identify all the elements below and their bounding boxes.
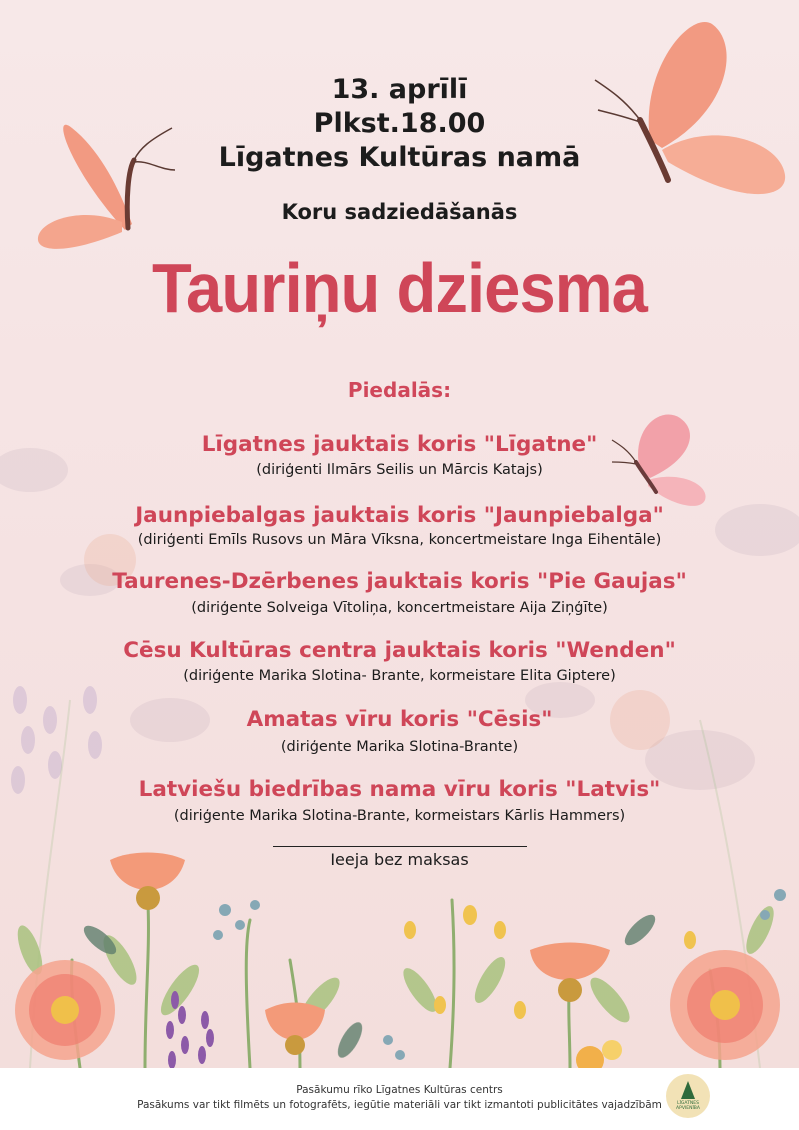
choir-detail: (diriģenti Emīls Rusovs un Māra Vīksna, koncertmeistare Inga Eihentāle) <box>137 532 662 548</box>
choir-detail: (diriģente Marika Slotina- Brante, kormeistare Elita Giptere) <box>183 668 616 684</box>
event-title: Tauriņu dziesma <box>152 249 647 327</box>
participates-label: Piedalās: <box>347 378 452 402</box>
event-date: 13. aprīlī <box>331 74 468 105</box>
choir-detail: (diriģente Marika Slotina-Brante) <box>280 739 519 755</box>
choir-name: Amatas vīru koris "Cēsis" <box>246 707 553 732</box>
choir-name: Cēsu Kultūras centra jauktais koris "Wenden" <box>123 638 676 663</box>
organizer-logo <box>666 1074 710 1118</box>
choir-detail: (diriģente Marika Slotina-Brante, kormeistars Kārlis Hammers) <box>173 808 626 824</box>
event-venue: Līgatnes Kultūras namā <box>218 142 581 173</box>
footer-organizer: Pasākumu rīko Līgatnes Kultūras centrs <box>296 1084 503 1096</box>
event-time: Plkst.18.00 <box>313 108 486 139</box>
entry-note: Ieeja bez maksas <box>330 850 469 869</box>
divider <box>273 846 527 847</box>
event-subtitle: Koru sadziedāšanās <box>281 200 518 224</box>
choir-name: Latviešu biedrības nama vīru koris "Latvis" <box>138 777 661 802</box>
footer-notice: Pasākums var tikt filmēts un fotografēts, iegūtie materiāli var tikt izmantoti publicitātes vajadzībām <box>137 1099 662 1111</box>
choir-name: Līgatnes jauktais koris "Līgatne" <box>201 432 598 457</box>
choir-name: Taurenes-Dzērbenes jauktais koris "Pie Gaujas" <box>112 569 687 594</box>
tree-logo-icon <box>681 1081 695 1099</box>
choir-detail: (diriģente Solveiga Vītoliņa, koncertmeistare Aija Ziņģīte) <box>191 600 608 616</box>
choir-name: Jaunpiebalgas jauktais koris "Jaunpiebalga" <box>135 503 664 528</box>
logo-text: LĪGATNES APVIENĪBA <box>676 1101 700 1111</box>
choir-detail: (diriģenti Ilmārs Seilis un Mārcis Katajs) <box>256 462 543 478</box>
